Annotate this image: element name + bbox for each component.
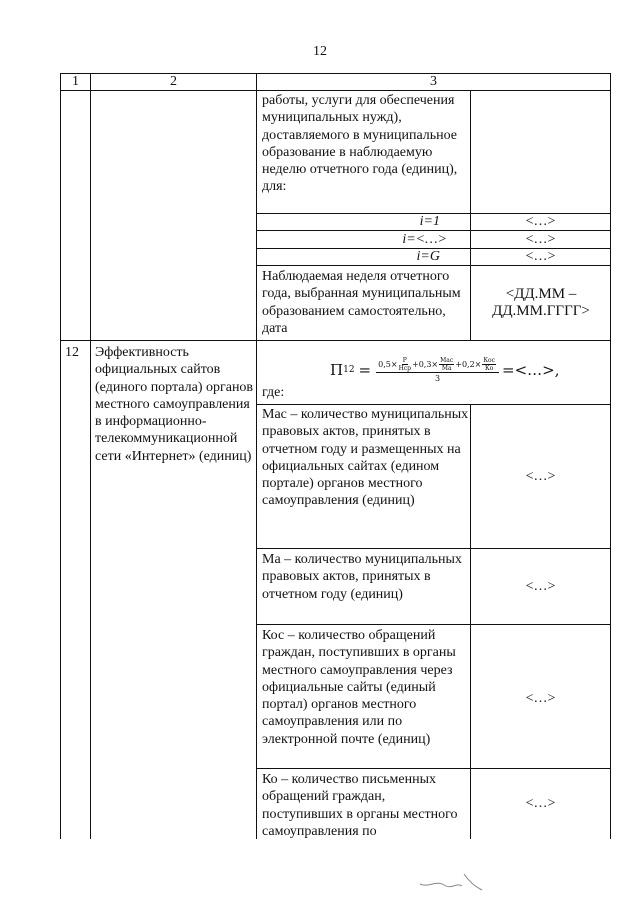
formula-denominator: 3 [435, 373, 441, 383]
formula-f1-num: P [402, 356, 407, 364]
param-ma-value: <…> [525, 579, 556, 594]
formula-coef-2: +0,3× [412, 359, 439, 369]
page-number: 12 [313, 44, 327, 59]
continuation-text: работы, услуги для обеспечения муниципальных нужд), доставляемого в муниципальное образование в наблюдаемую неделю отчетного года (единиц), для: [262, 93, 458, 195]
param-ma-text: Ма – количество муниципальных правовых актов, принятых в отчетном году (единиц) [262, 552, 462, 602]
param-kos-text: Кос – количество обращений граждан, поступивших в органы местного самоуправления через официальные сайты (единый портал) органов местного самоуправления или по электронной почте (единиц) [262, 628, 456, 747]
formula-main-fraction [376, 357, 499, 384]
formula-lhs: П [330, 361, 344, 379]
formula-f3-num: Кос [483, 356, 495, 364]
formula: П 12 = 0,5× P Нср +0,3× Мас Ма +0,2× Кос Ко 3 =<…>, [330, 356, 560, 383]
i-row-3-value: <…> [525, 249, 556, 264]
header-col-2: 2 [170, 74, 177, 89]
week-value: <ДД.ММ – ДД.ММ.ГГГГ> [492, 286, 590, 320]
formula-coef-3: +0,2× [455, 359, 482, 369]
param-ko-value: <…> [525, 796, 556, 811]
header-col-3: 3 [430, 74, 437, 89]
header-col-1: 1 [72, 74, 79, 89]
param-kos-value: <…> [525, 691, 556, 706]
row-12-number: 12 [65, 345, 79, 360]
formula-f2-den: Ма [441, 364, 452, 372]
row-12-title: Эффективность официальных сайтов (единого портала) органов местного самоуправления в информационно-телекоммуникационной сети «Интернет» (единиц) [95, 345, 254, 464]
formula-coef-1: 0,5× [378, 359, 398, 369]
i-row-3-label: i=G [416, 249, 440, 264]
formula-result: =<…>, [502, 361, 560, 379]
formula-f2-num: Мас [440, 356, 454, 364]
formula-f1-den: Нср [398, 364, 411, 372]
param-mas-value: <…> [525, 469, 556, 484]
week-text: Наблюдаемая неделя отчетного года, выбранная муниципальным образованием самостоятельно, дата [262, 269, 461, 336]
param-ko-text: Ко – количество письменных обращений граждан, поступивших в органы местного самоуправления по [262, 772, 458, 839]
i-row-1-value: <…> [525, 214, 556, 229]
formula-f3-den: Ко [485, 364, 494, 372]
i-row-2-label: i=<…> [402, 232, 447, 247]
i-row-1-label: i=1 [419, 214, 440, 229]
formula-where: где: [262, 385, 285, 400]
i-row-2-value: <…> [525, 232, 556, 247]
param-mas-text: Мас – количество муниципальных правовых актов, принятых в отчетном году и размещенных на официальных сайтах (едином портале) органов местного самоуправления (единиц) [262, 407, 469, 509]
formula-lhs-sub: 12 [343, 365, 355, 375]
signature-scribble [416, 866, 496, 896]
